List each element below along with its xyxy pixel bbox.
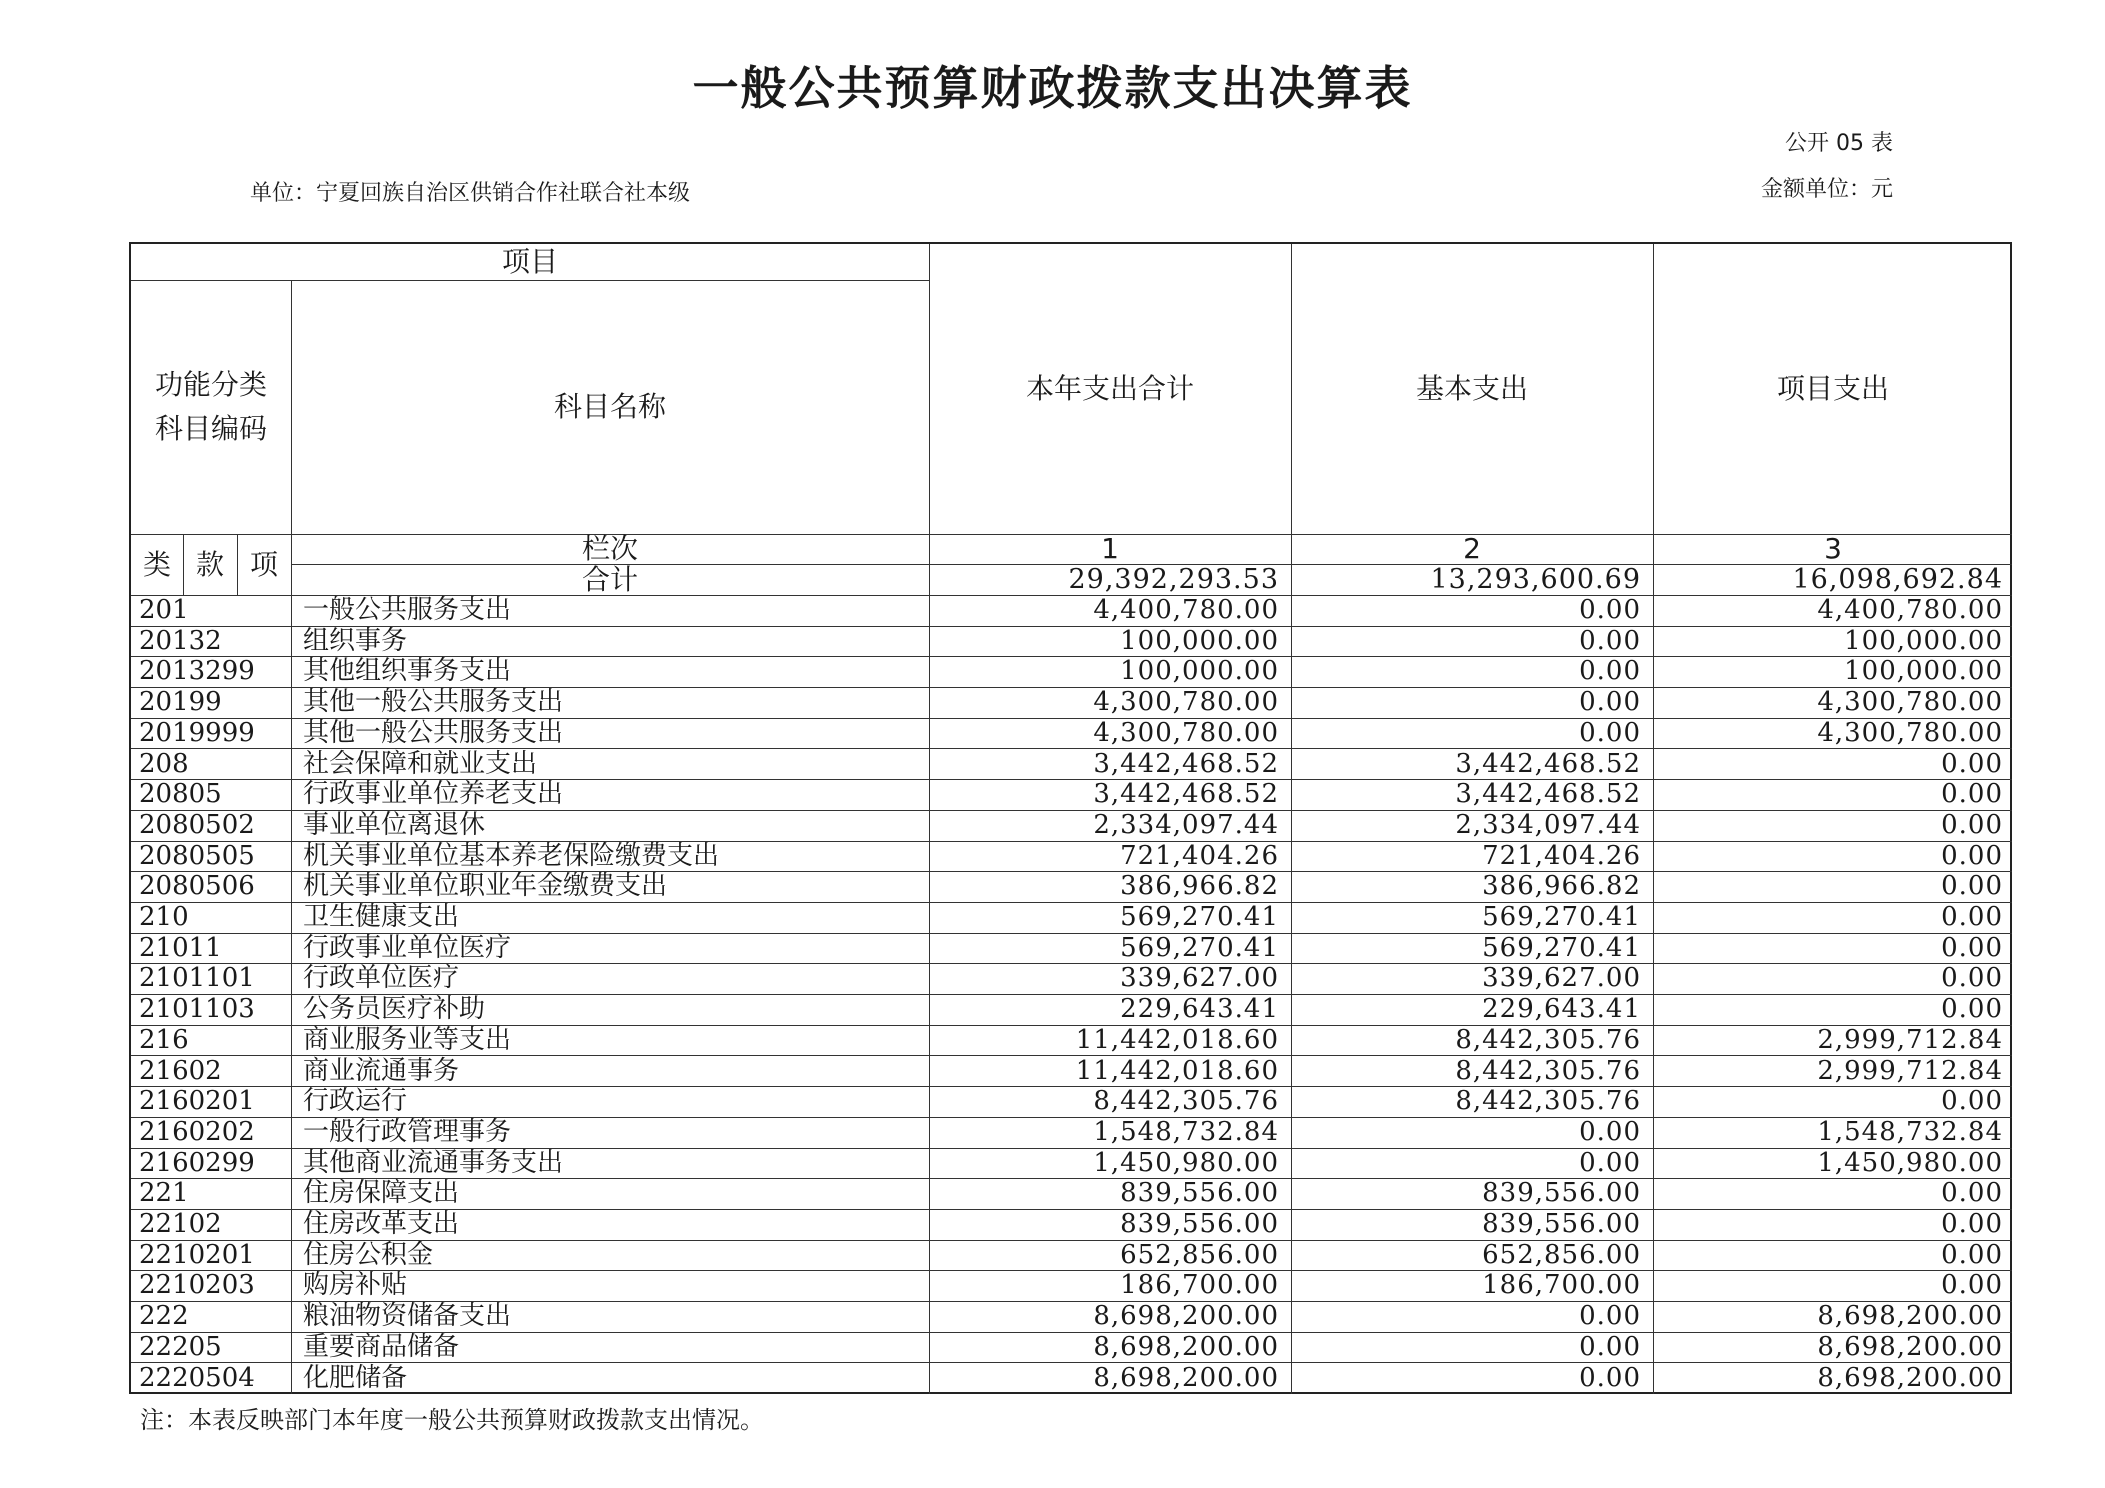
row-code: 216: [139, 1024, 189, 1055]
row-basic: 0.00: [1579, 595, 1641, 625]
row-name: 卫生健康支出: [303, 902, 460, 932]
table-row: [131, 687, 2012, 718]
row-total: 8,698,200.00: [1093, 1331, 1279, 1362]
row-project: 0.00: [1941, 963, 2003, 994]
table-row: [131, 1117, 2012, 1148]
row-project: 4,400,780.00: [1817, 595, 2003, 625]
row-code: 20132: [139, 625, 222, 656]
table-row: [131, 1209, 2012, 1240]
header-lei: 类: [142, 547, 171, 581]
row-name: 机关事业单位基本养老保险缴费支出: [303, 840, 720, 871]
total-label: 合计: [581, 563, 638, 596]
row-code: 2013299: [139, 656, 255, 687]
lanci-1: 1: [1101, 532, 1119, 565]
row-project: 1,548,732.84: [1817, 1116, 2003, 1147]
footnote: 注：本表反映部门本年度一般公共预算财政拨款支出情况。: [140, 1406, 764, 1434]
unit-label: 单位：宁夏回族自治区供销合作社联合社本级: [250, 181, 691, 206]
table-row: [131, 749, 2012, 780]
row-basic: 3,442,468.52: [1455, 748, 1641, 779]
amount-unit-label: 金额单位：元: [1760, 177, 1893, 202]
row-name: 行政事业单位养老支出: [303, 779, 564, 810]
row-code: 222: [139, 1301, 189, 1332]
header-code: [131, 280, 291, 534]
row-basic: 8,442,305.76: [1455, 1024, 1641, 1055]
row-basic: 0.00: [1579, 656, 1641, 687]
table-row: [131, 1332, 2012, 1363]
row-total: 100,000.00: [1120, 656, 1279, 687]
row-total: 1,548,732.84: [1093, 1116, 1279, 1147]
table-row: [131, 1025, 2012, 1056]
row-name: 行政单位医疗: [303, 963, 460, 994]
row-basic: 721,404.26: [1482, 840, 1641, 871]
row-project: 0.00: [1941, 1239, 2003, 1270]
row-code: 2080505: [139, 840, 255, 871]
row-code: 2220504: [139, 1362, 255, 1393]
row-project: 2,999,712.84: [1817, 1055, 2003, 1086]
row-total: 100,000.00: [1120, 625, 1279, 656]
row-name: 社会保障和就业支出: [303, 748, 538, 779]
row-name: 化肥储备: [303, 1362, 408, 1393]
row-name: 购房补贴: [303, 1270, 408, 1301]
row-name: 组织事务: [303, 625, 408, 656]
row-basic: 0.00: [1579, 687, 1641, 718]
table-row: [131, 841, 2012, 872]
row-code: 201: [139, 595, 189, 625]
table-row: [131, 626, 2012, 657]
table-row: [131, 1240, 2012, 1271]
row-code: 22102: [139, 1209, 222, 1239]
row-name: 一般行政管理事务: [303, 1116, 512, 1147]
total-col3: 16,098,692.84: [1792, 564, 2003, 595]
lanci-2: 2: [1463, 532, 1481, 565]
table-row: [131, 1148, 2012, 1179]
row-basic: 569,270.41: [1482, 932, 1641, 963]
row-basic: 652,856.00: [1482, 1239, 1641, 1270]
header-code-line1: 功能分类: [154, 368, 267, 401]
row-basic: 0.00: [1579, 1147, 1641, 1178]
table-row: [131, 933, 2012, 964]
row-project: 0.00: [1941, 779, 2003, 810]
row-name: 行政运行: [303, 1086, 408, 1117]
row-name: 商业流通事务: [303, 1055, 460, 1086]
row-code: 2210203: [139, 1270, 255, 1301]
lanci-label: 栏次: [581, 532, 638, 565]
row-total: 2,334,097.44: [1093, 809, 1279, 840]
row-project: 1,450,980.00: [1817, 1147, 2003, 1178]
row-name: 其他一般公共服务支出: [303, 687, 564, 718]
header-col3: 项目支出: [1776, 372, 1889, 405]
row-basic: 839,556.00: [1482, 1178, 1641, 1209]
row-name: 公务员医疗补助: [303, 994, 486, 1025]
header-col2: 基本支出: [1415, 372, 1528, 405]
row-project: 0.00: [1941, 932, 2003, 963]
table-row: [131, 810, 2012, 841]
row-total: 8,698,200.00: [1093, 1362, 1279, 1393]
row-name: 一般公共服务支出: [303, 595, 512, 625]
row-code: 208: [139, 748, 189, 779]
row-basic: 3,442,468.52: [1455, 779, 1641, 810]
row-project: 100,000.00: [1844, 625, 2003, 656]
row-basic: 186,700.00: [1482, 1270, 1641, 1301]
row-code: 20805: [139, 779, 222, 810]
row-code: 21602: [139, 1055, 222, 1086]
row-total: 186,700.00: [1120, 1270, 1279, 1301]
row-total: 386,966.82: [1120, 871, 1279, 902]
row-basic: 569,270.41: [1482, 902, 1641, 932]
table-row: [131, 718, 2012, 749]
table-row: [131, 871, 2012, 902]
row-project: 4,300,780.00: [1817, 717, 2003, 748]
row-basic: 0.00: [1579, 1116, 1641, 1147]
row-basic: 0.00: [1579, 1362, 1641, 1393]
table-row: [131, 656, 2012, 687]
row-project: 100,000.00: [1844, 656, 2003, 687]
row-name: 住房公积金: [303, 1239, 434, 1270]
row-project: 0.00: [1941, 1086, 2003, 1117]
budget-table: [129, 242, 2012, 1394]
row-code: 22205: [139, 1331, 222, 1362]
row-total: 8,698,200.00: [1093, 1301, 1279, 1332]
row-project: 8,698,200.00: [1817, 1301, 2003, 1332]
table-row: [131, 963, 2012, 994]
row-code: 21011: [139, 932, 222, 963]
row-name: 住房保障支出: [303, 1178, 460, 1209]
total-col2: 13,293,600.69: [1430, 564, 1641, 595]
table-row: [131, 994, 2012, 1025]
row-total: 8,442,305.76: [1093, 1086, 1279, 1117]
header-xiang: 项: [249, 547, 278, 581]
row-project: 0.00: [1941, 840, 2003, 871]
row-total: 229,643.41: [1120, 994, 1279, 1025]
row-code: 221: [139, 1178, 189, 1209]
row-basic: 2,334,097.44: [1455, 809, 1641, 840]
row-project: 0.00: [1941, 1178, 2003, 1209]
lanci-3: 3: [1824, 532, 1842, 565]
row-total: 4,300,780.00: [1093, 687, 1279, 718]
row-code: 2101103: [139, 994, 255, 1025]
table-row: [131, 1056, 2012, 1087]
row-project: 0.00: [1941, 902, 2003, 932]
row-name: 粮油物资储备支出: [303, 1301, 512, 1332]
header-item: 项目: [501, 245, 558, 278]
header-name: 科目名称: [553, 390, 666, 423]
row-code: 2160201: [139, 1086, 255, 1117]
row-project: 0.00: [1941, 809, 2003, 840]
header-code-line2: 科目编码: [154, 412, 267, 445]
row-project: 2,999,712.84: [1817, 1024, 2003, 1055]
row-total: 3,442,468.52: [1093, 779, 1279, 810]
table-row: [131, 595, 2012, 626]
row-basic: 0.00: [1579, 625, 1641, 656]
row-total: 3,442,468.52: [1093, 748, 1279, 779]
table-row: [131, 1270, 2012, 1301]
table-row: [131, 1086, 2012, 1117]
row-basic: 0.00: [1579, 1301, 1641, 1332]
row-code: 210: [139, 902, 189, 932]
row-code: 2080502: [139, 809, 255, 840]
table-row: [131, 1363, 2012, 1394]
row-basic: 339,627.00: [1482, 963, 1641, 994]
row-project: 8,698,200.00: [1817, 1331, 2003, 1362]
form-number: 公开 05 表: [1785, 131, 1893, 156]
row-name: 住房改革支出: [303, 1209, 460, 1239]
row-total: 652,856.00: [1120, 1239, 1279, 1270]
row-code: 2080506: [139, 871, 255, 902]
table-row: [131, 902, 2012, 933]
row-project: 0.00: [1941, 748, 2003, 779]
row-basic: 839,556.00: [1482, 1209, 1641, 1239]
row-name: 其他组织事务支出: [303, 656, 512, 687]
row-total: 339,627.00: [1120, 963, 1279, 994]
row-project: 4,300,780.00: [1817, 687, 2003, 718]
row-project: 0.00: [1941, 871, 2003, 902]
row-project: 0.00: [1941, 1270, 2003, 1301]
row-name: 机关事业单位职业年金缴费支出: [303, 871, 668, 902]
row-project: 0.00: [1941, 994, 2003, 1025]
table-row: [131, 1301, 2012, 1332]
row-code: 2160202: [139, 1116, 255, 1147]
row-total: 839,556.00: [1120, 1178, 1279, 1209]
page-title: 一般公共预算财政拨款支出决算表: [692, 61, 1413, 115]
row-name: 其他商业流通事务支出: [303, 1147, 564, 1178]
row-basic: 229,643.41: [1482, 994, 1641, 1025]
table-row: [131, 1178, 2012, 1209]
header-col1: 本年支出合计: [1025, 372, 1194, 405]
row-name: 事业单位离退休: [303, 809, 486, 840]
row-basic: 386,966.82: [1482, 871, 1641, 902]
row-name: 行政事业单位医疗: [303, 932, 512, 963]
row-total: 11,442,018.60: [1075, 1024, 1279, 1055]
row-basic: 8,442,305.76: [1455, 1055, 1641, 1086]
row-name: 商业服务业等支出: [303, 1024, 512, 1055]
row-total: 4,400,780.00: [1093, 595, 1279, 625]
row-name: 重要商品储备: [303, 1331, 460, 1362]
row-code: 2019999: [139, 717, 255, 748]
row-total: 569,270.41: [1120, 902, 1279, 932]
row-name: 其他一般公共服务支出: [303, 717, 564, 748]
row-code: 2210201: [139, 1239, 255, 1270]
row-project: 0.00: [1941, 1209, 2003, 1239]
row-total: 721,404.26: [1120, 840, 1279, 871]
row-code: 2101101: [139, 963, 255, 994]
row-basic: 8,442,305.76: [1455, 1086, 1641, 1117]
row-total: 1,450,980.00: [1093, 1147, 1279, 1178]
row-project: 8,698,200.00: [1817, 1362, 2003, 1393]
row-basic: 0.00: [1579, 717, 1641, 748]
row-code: 2160299: [139, 1147, 255, 1178]
row-total: 11,442,018.60: [1075, 1055, 1279, 1086]
row-basic: 0.00: [1579, 1331, 1641, 1362]
row-code: 20199: [139, 687, 222, 718]
row-total: 569,270.41: [1120, 932, 1279, 963]
header-kuan: 款: [195, 547, 224, 581]
row-total: 4,300,780.00: [1093, 717, 1279, 748]
total-col1: 29,392,293.53: [1068, 564, 1279, 595]
table-row: [131, 779, 2012, 810]
row-total: 839,556.00: [1120, 1209, 1279, 1239]
